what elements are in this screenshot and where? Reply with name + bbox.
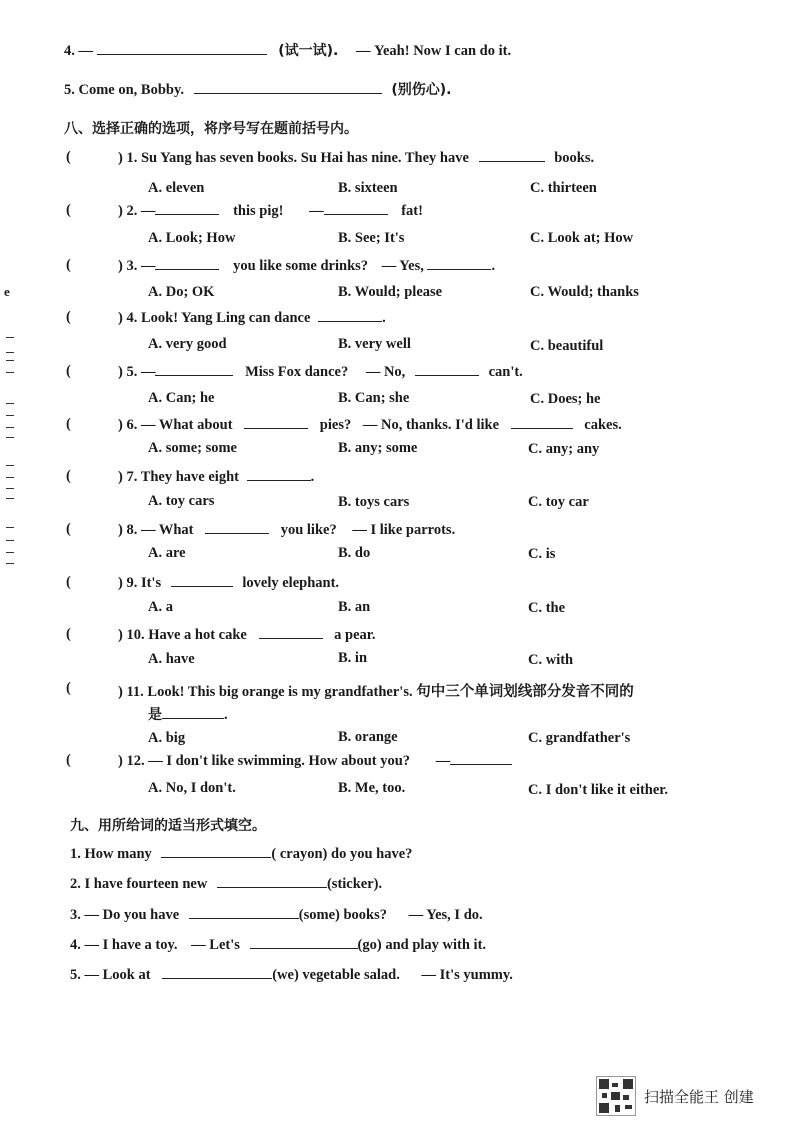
margin-mark xyxy=(6,527,14,528)
option-a[interactable]: A. are xyxy=(148,545,186,561)
answer-blank[interactable] xyxy=(318,309,382,322)
option-a[interactable]: A. have xyxy=(148,651,195,667)
margin-mark xyxy=(6,437,14,438)
answer-blank[interactable] xyxy=(97,42,267,55)
question-10: ) 10. Have a hot cake a pear. xyxy=(118,627,376,643)
option-c[interactable]: C. thirteen xyxy=(530,180,597,196)
option-b[interactable]: B. any; some xyxy=(338,440,418,456)
answer-blank[interactable] xyxy=(415,363,479,376)
margin-mark xyxy=(6,352,14,353)
fill-item-5: 5. — Look at (we) vegetable salad. — It's yummy. xyxy=(70,967,513,983)
watermark-label: 扫描全能王 创建 xyxy=(644,1087,754,1106)
qr-code-icon xyxy=(596,1076,636,1116)
margin-mark xyxy=(6,465,14,466)
option-b[interactable]: B. in xyxy=(338,650,368,666)
margin-mark xyxy=(6,552,14,553)
option-a[interactable]: A. toy cars xyxy=(148,493,215,509)
margin-mark xyxy=(6,415,14,416)
option-c[interactable]: C. any; any xyxy=(528,441,600,457)
option-c[interactable]: C. Does; he xyxy=(530,391,601,407)
section-9-title: 九、用所给词的适当形式填空。 xyxy=(70,818,266,834)
option-b[interactable]: B. an xyxy=(338,599,371,615)
margin-mark xyxy=(6,488,14,489)
answer-blank[interactable] xyxy=(162,966,272,979)
option-c[interactable]: C. I don't like it either. xyxy=(528,782,669,798)
option-c[interactable]: C. the xyxy=(528,600,566,616)
fill-item-1: 1. How many ( crayon) do you have? xyxy=(70,846,413,862)
option-a[interactable]: A. No, I don't. xyxy=(148,780,236,796)
answer-blank[interactable] xyxy=(189,906,299,919)
option-a[interactable]: A. Can; he xyxy=(148,390,215,406)
answer-blank[interactable] xyxy=(259,626,323,639)
answer-paren[interactable]: ( xyxy=(66,363,71,379)
answer-blank[interactable] xyxy=(450,752,512,765)
option-b[interactable]: B. do xyxy=(338,545,371,561)
fill-item-3: 3. — Do you have (some) books? — Yes, I do. xyxy=(70,907,483,923)
question-11: ) 11. Look! This big orange is my grandfather's. 句中三个单词划线部分发音不同的 xyxy=(118,684,634,700)
answer-paren[interactable]: ( xyxy=(66,626,71,642)
fill-item-4: 4. — I have a toy. — Let's (go) and play with it. xyxy=(70,937,487,953)
question-1: ) 1. Su Yang has seven books. Su Hai has nine. They have books. xyxy=(118,150,595,166)
option-b[interactable]: B. orange xyxy=(338,729,398,745)
answer-paren[interactable]: ( xyxy=(66,257,71,273)
margin-mark xyxy=(6,498,14,499)
question-7: ) 7. They have eight . xyxy=(118,469,315,485)
option-c[interactable]: C. toy car xyxy=(528,494,589,510)
margin-mark xyxy=(6,563,14,564)
answer-blank[interactable] xyxy=(162,706,224,719)
option-c[interactable]: C. is xyxy=(528,546,556,562)
margin-mark xyxy=(6,372,14,373)
answer-blank[interactable] xyxy=(161,845,271,858)
margin-mark: e xyxy=(4,284,10,299)
option-a[interactable]: A. some; some xyxy=(148,440,237,456)
question-4: ) 4. Look! Yang Ling can dance . xyxy=(118,310,386,326)
margin-mark xyxy=(6,337,14,338)
answer-paren[interactable]: ( xyxy=(66,680,71,696)
question-5: ) 5. — Miss Fox dance? — No, can't. xyxy=(118,364,523,380)
answer-blank[interactable] xyxy=(194,81,382,94)
margin-mark xyxy=(6,360,14,361)
option-b[interactable]: B. sixteen xyxy=(338,180,398,196)
option-c[interactable]: C. Look at; How xyxy=(530,230,634,246)
answer-paren[interactable]: ( xyxy=(66,521,71,537)
option-b[interactable]: B. Me, too. xyxy=(338,780,406,796)
option-a[interactable]: A. very good xyxy=(148,336,227,352)
answer-blank[interactable] xyxy=(205,521,269,534)
question-12: ) 12. — I don't like swimming. How about you? — xyxy=(118,752,512,770)
question-8: ) 8. — What you like? — I like parrots. xyxy=(118,522,456,538)
answer-blank[interactable] xyxy=(250,936,358,949)
answer-paren[interactable]: ( xyxy=(66,752,71,768)
option-c[interactable]: C. grandfather's xyxy=(528,730,631,746)
answer-blank[interactable] xyxy=(427,257,491,270)
answer-paren[interactable]: ( xyxy=(66,149,71,165)
option-b[interactable]: B. Can; she xyxy=(338,390,410,406)
question-6: ) 6. — What about pies? — No, thanks. I'd like cakes. xyxy=(118,417,622,433)
fill-item-2: 2. I have fourteen new (sticker). xyxy=(70,876,383,892)
margin-mark xyxy=(6,403,14,404)
option-c[interactable]: C. Would; thanks xyxy=(530,284,639,300)
question-9: ) 9. It's lovely elephant. xyxy=(118,575,340,591)
answer-blank[interactable] xyxy=(155,202,219,215)
option-b[interactable]: B. toys cars xyxy=(338,494,410,510)
answer-paren[interactable]: ( xyxy=(66,574,71,590)
answer-blank[interactable] xyxy=(155,257,219,270)
question-11-cont: 是 . xyxy=(148,707,228,723)
answer-blank[interactable] xyxy=(244,416,308,429)
option-a[interactable]: A. Look; How xyxy=(148,230,236,246)
question-3: ) 3. — you like some drinks? — Yes, . xyxy=(118,258,496,274)
answer-paren[interactable]: ( xyxy=(66,202,71,218)
option-c[interactable]: C. beautiful xyxy=(530,338,604,354)
scanner-watermark xyxy=(596,1076,754,1116)
margin-mark xyxy=(6,427,14,428)
answer-paren[interactable]: ( xyxy=(66,468,71,484)
answer-paren[interactable]: ( xyxy=(66,309,71,325)
margin-mark xyxy=(6,540,14,541)
option-a[interactable]: A. eleven xyxy=(148,180,205,196)
answer-blank[interactable] xyxy=(171,574,233,587)
fill-line-4: 4. — (试一试). — Yeah! Now I can do it. xyxy=(64,43,512,59)
fill-line-5: 5. Come on, Bobby. (别伤心). xyxy=(64,82,452,98)
margin-mark xyxy=(6,477,14,478)
answer-blank[interactable] xyxy=(247,468,311,481)
option-a[interactable]: A. big xyxy=(148,730,186,746)
option-b[interactable]: B. Would; please xyxy=(338,284,443,300)
option-a[interactable]: A. a xyxy=(148,599,173,615)
option-a[interactable]: A. Do; OK xyxy=(148,284,215,300)
section-8-title: 八、选择正确的选项，将序号写在题前括号内。 xyxy=(64,121,358,137)
answer-blank[interactable] xyxy=(217,875,327,888)
option-b[interactable]: B. See; It's xyxy=(338,230,405,246)
answer-blank[interactable] xyxy=(155,363,233,376)
answer-paren[interactable]: ( xyxy=(66,416,71,432)
answer-blank[interactable] xyxy=(324,202,388,215)
answer-blank[interactable] xyxy=(511,416,573,429)
answer-blank[interactable] xyxy=(479,149,545,162)
option-b[interactable]: B. very well xyxy=(338,336,411,352)
option-c[interactable]: C. with xyxy=(528,652,574,668)
question-2: ) 2. — this pig! — fat! xyxy=(118,203,423,219)
